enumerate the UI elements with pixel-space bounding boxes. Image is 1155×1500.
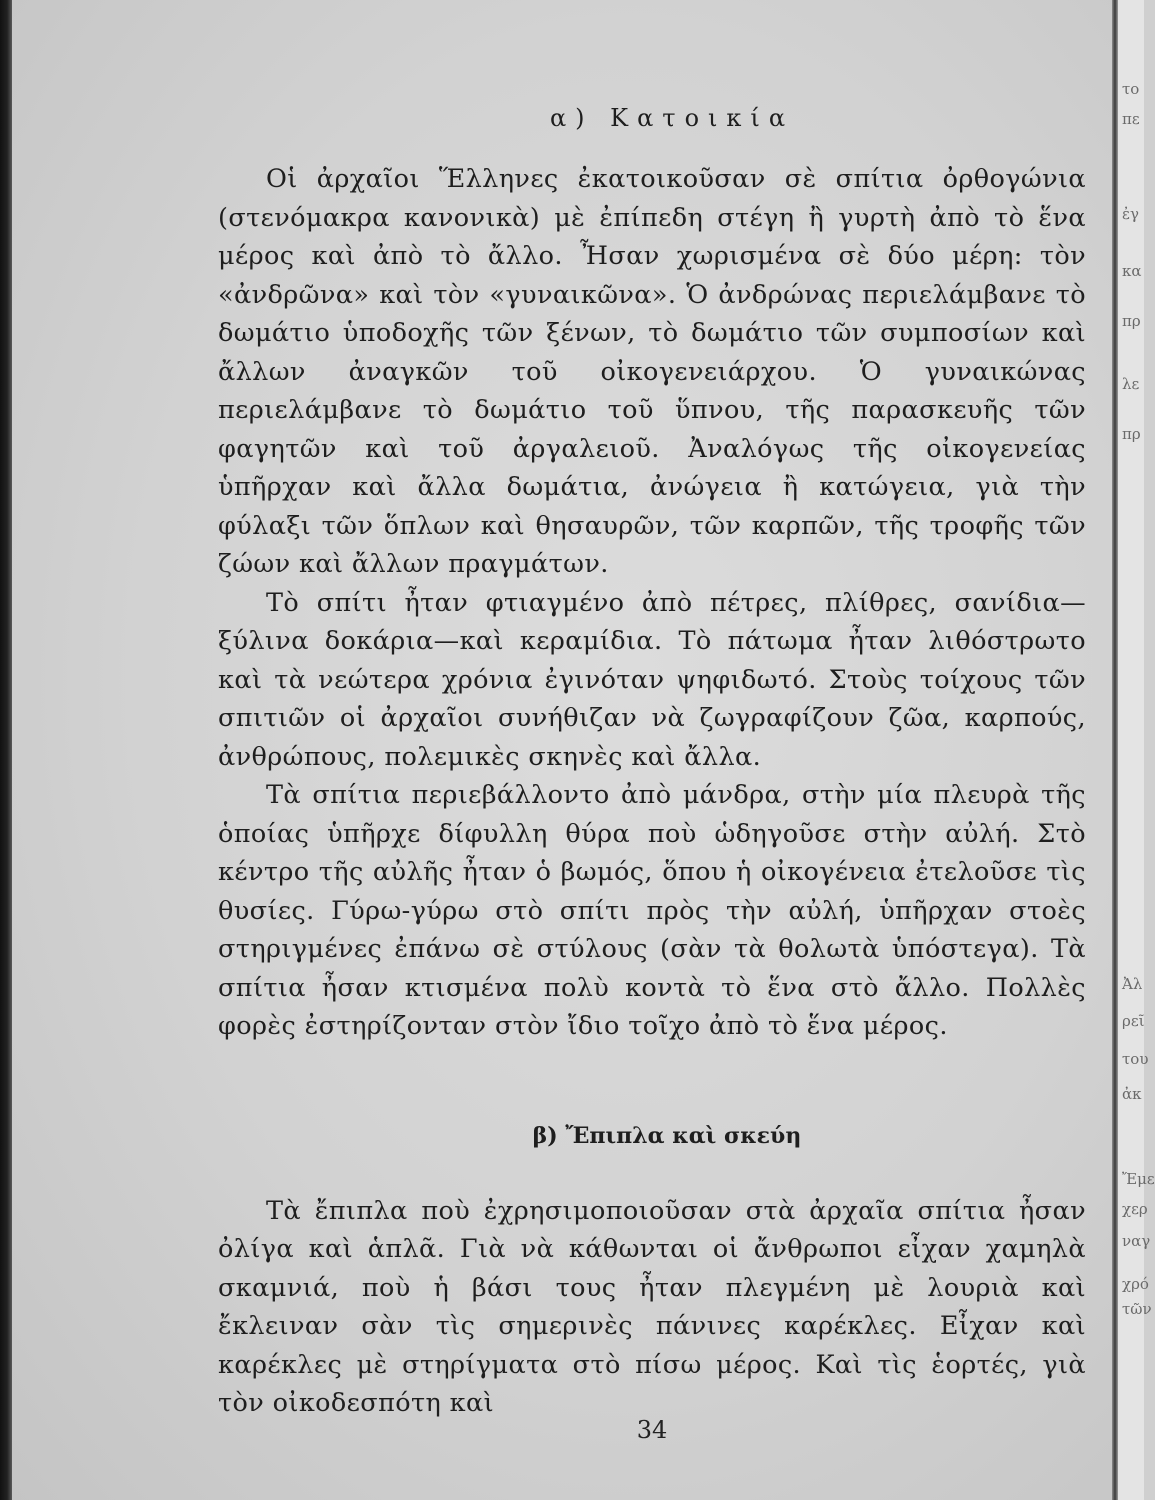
adjacent-page-fragment: χερ <box>1122 1200 1148 1218</box>
adjacent-page-fragment: χρό <box>1122 1275 1149 1293</box>
adjacent-page-fragment: πρ <box>1122 312 1141 330</box>
adjacent-page-fragment: ἐγ <box>1122 205 1140 223</box>
heading-spacer <box>218 1166 1086 1192</box>
adjacent-page-fragment: πρ <box>1122 425 1141 443</box>
adjacent-page-fragment: Ἀλ <box>1122 975 1143 993</box>
adjacent-page-fragment: Ἔμε <box>1122 1170 1155 1188</box>
paragraph-dwelling-materials: Τὸ σπίτι ἦταν φτιαγμένο ἀπὸ πέτρες, πλίθρες, σανίδια—ξύλινα δοκάρια—καὶ κεραμίδια. Τὸ πάτωμα ἦταν λιθόστρωτο καὶ τὰ νεώτερα χρόνια ἐγινόταν ψηφιδωτό. Στοὺς τοίχους τῶν σπιτιῶν οἱ ἀρχαῖοι συνήθιζαν νὰ ζωγραφίζουν ζῶα, καρπούς, ἀνθρώπους, πολεμικὲς σκηνὲς καὶ ἄλλα. <box>218 587 1086 772</box>
heading-spacer <box>218 146 1086 152</box>
adjacent-page-fragment: ναγ <box>1122 1232 1151 1250</box>
paragraph-dwelling-layout: Οἱ ἀρχαῖοι Ἕλληνες ἐκατοικοῦσαν σὲ σπίτια ὀρθογώνια (στενόμακρα κανονικὰ) μὲ ἐπίπεδη στέγη ἢ γυρτὴ ἀπὸ τὸ ἕνα μέρος καὶ ἀπὸ τὸ ἄλλο. Ἦσαν χωρισμένα σὲ δύο μέρη: τὸν «ἀνδρῶνα» καὶ τὸν «γυναικῶνα». Ὁ ἀνδρώνας περιελάμβανε τὸ δωμάτιο ὑποδοχῆς τῶν ξένων, τὸ δωμάτιο τῶν συμποσίων καὶ ἄλλων ἀναγκῶν τοῦ οἰκογενειάρχου. Ὁ γυναικώνας περιελάμβανε τὸ δωμάτιο τοῦ ὕπνου, τῆς παρασκευῆς τῶν φαγητῶν καὶ τοῦ ἀργαλειοῦ. Ἀναλόγως τῆς οἰκογενείας ὑπῆρχαν καὶ ἄλλα δωμάτια, ἀνώγεια ἢ κατώγεια, γιὰ τὴν φύλαξι τῶν ὅπλων καὶ θησαυρῶν, τῶν καρπῶν, τῆς τροφῆς τῶν ζώων καὶ ἄλλων πραγμάτων. <box>218 164 1086 579</box>
page-content <box>218 90 1086 1444</box>
section-heading-dwelling: α) Κατοικία <box>549 104 795 132</box>
page-number: 34 <box>636 1416 668 1444</box>
adjacent-page-fragment: τῶν <box>1122 1300 1152 1318</box>
adjacent-page-fragment: πε <box>1122 110 1140 128</box>
book-binding-edge <box>0 0 12 1500</box>
section-heading-furniture: β) Ἔπιπλα καὶ σκεύη <box>532 1122 802 1149</box>
paragraph-furniture: Τὰ ἔπιπλα ποὺ ἐχρησιμοποιοῦσαν στὰ ἀρχαῖα σπίτια ἦσαν ὀλίγα καὶ ἁπλᾶ. Γιὰ νὰ κάθωνται οἱ ἄνθρωποι εἶχαν χαμηλὰ σκαμνιά, ποὺ ἡ βάσι τους ἦταν πλεγμένη μὲ λουριὰ καὶ ἔκλειναν σὰν τὶς σημερινὲς πάνινες καρέκλες. Εἶχαν καὶ καρέκλες μὲ στηρίγματα στὸ πίσω μέρος. Καὶ τὶς ἑορτές, γιὰ τὸν οἰκοδεσπότη καὶ <box>218 1195 1086 1418</box>
adjacent-page-fragment: ρεῖ <box>1122 1012 1145 1030</box>
paragraph-dwelling-courtyard: Τὰ σπίτια περιεβάλλοντο ἀπὸ μάνδρα, στὴν μία πλευρὰ τῆς ὁποίας ὑπῆρχε δίφυλλη θύρα ποὺ ὡδηγοῦσε στὴν αὐλή. Στὸ κέντρο τῆς αὐλῆς ἦταν ὁ βωμός, ὅπου ἡ οἰκογένεια ἐτελοῦσε τὶς θυσίες. Γύρω-γύρω στὸ σπίτι πρὸς τὴν αὐλή, ὑπῆρχαν στοὲς στηριγμένες ἐπάνω σὲ στύλους (σὰν τὰ θολωτὰ ὑπόστεγα). Τὰ σπίτια ἦσαν κτισμένα πολὺ κοντὰ τὸ ἕνα στὸ ἄλλο. Πολλὲς φορὲς ἐστηρίζονταν στὸν ἴδιο τοῖχο ἀπὸ τὸ ἕνα μέρος. <box>218 780 1086 1041</box>
adjacent-page-fragment: λε <box>1122 375 1140 393</box>
section-spacer <box>218 1046 1086 1106</box>
adjacent-page-fragment: κα <box>1122 262 1142 280</box>
adjacent-page-fragment: ἀκ <box>1122 1085 1142 1103</box>
adjacent-page-fragment: του <box>1122 1050 1149 1068</box>
adjacent-page-edge <box>1118 0 1155 1500</box>
adjacent-page-fragment: το <box>1122 80 1140 98</box>
